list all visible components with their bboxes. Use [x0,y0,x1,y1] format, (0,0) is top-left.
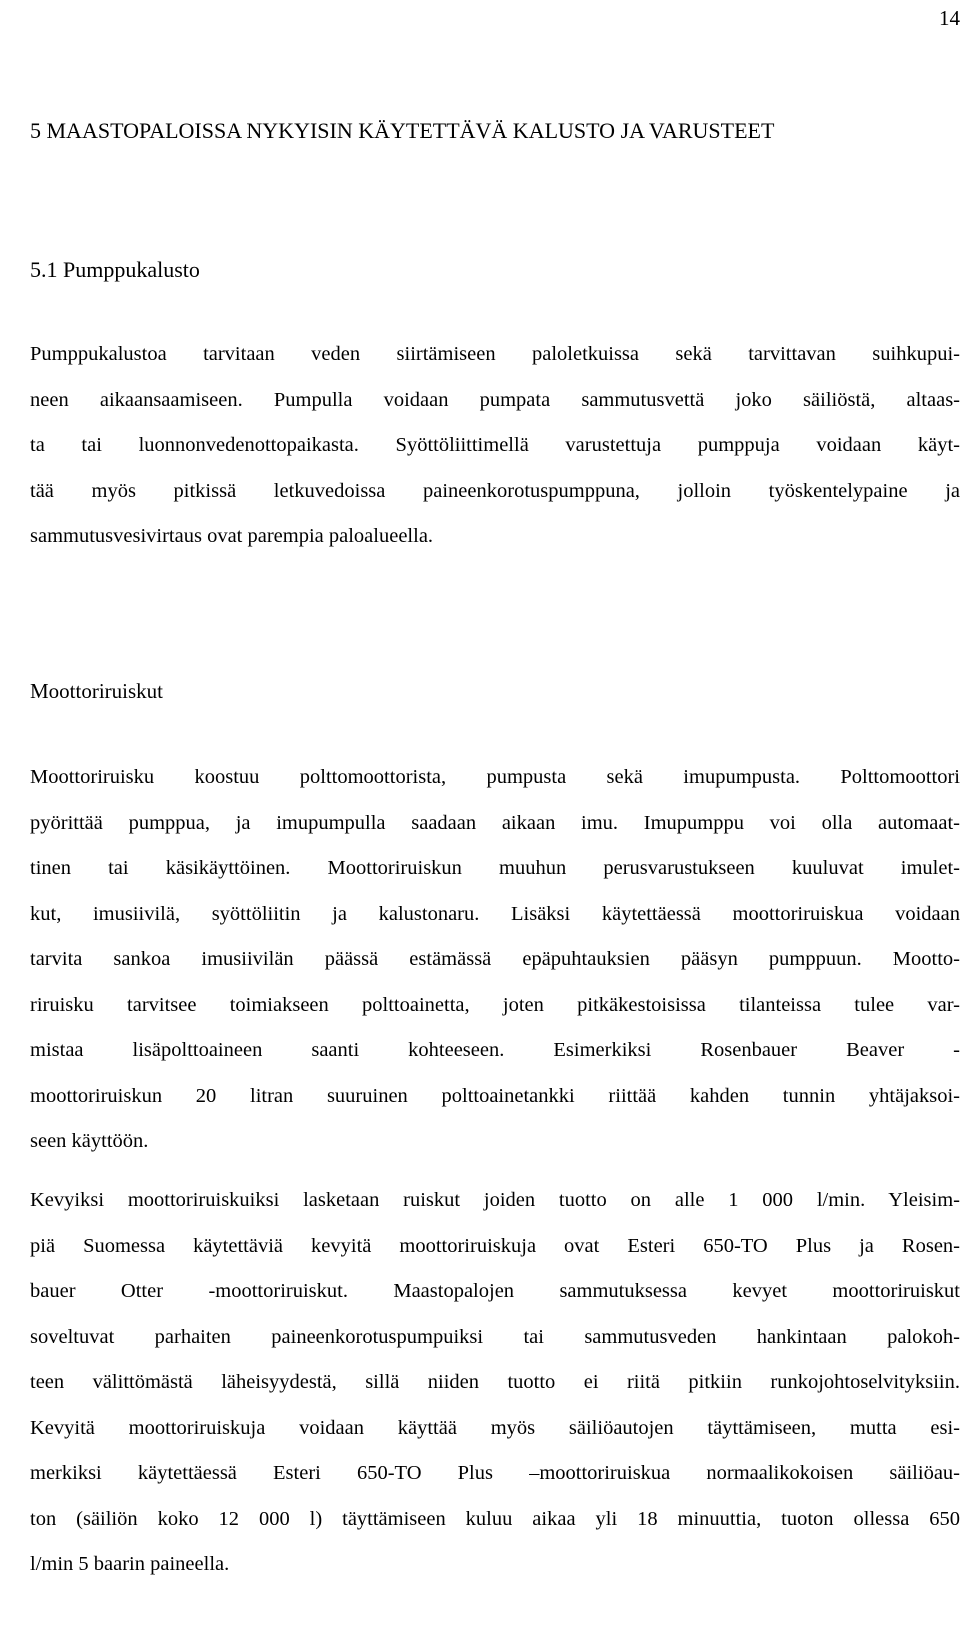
paragraph-pumppukalusto [30,332,960,560]
paragraph-line: sammutusvesivirtaus ovat parempia paloalueella. [30,525,434,547]
paragraph-line: soveltuvat parhaiten paineenkorotuspumpuiksi tai sammutusveden hankintaan palokoh- [30,1325,960,1348]
subsection-heading: Moottoriruiskut [30,679,164,703]
page-number: 14 [939,6,960,30]
paragraph-line: ta tai luonnonvedenottopaikasta. Syöttöliittimellä varustettuja pumppuja voidaan käyt- [30,434,960,456]
paragraph-line: moottoriruiskun 20 litran suuruinen polttoainetankki riittää kahden tunnin yhtäjaksoi- [30,1084,960,1107]
paragraph-moottoriruisku [30,755,960,1165]
paragraph-line: kut, imusiivilä, syöttöliitin ja kalustonaru. Lisäksi käytettäessä moottoriruiskua voidaan [30,902,960,925]
chapter-heading: 5 MAASTOPALOISSA NYKYISIN KÄYTETTÄVÄ KALUSTO JA VARUSTEET [30,118,775,143]
section-heading: 5.1 Pumppukalusto [30,257,200,282]
paragraph-line: ton (säiliön koko 12 000 l) täyttämiseen kuluu aikaa yli 18 minuuttia, tuoton ollessa 650 [30,1507,960,1530]
paragraph-kevyet-moottoriruiskut [30,1178,960,1588]
paragraph-line: Kevyiksi moottoriruiskuiksi lasketaan ruiskut joiden tuotto on alle 1 000 l/min. Yleisim- [30,1189,960,1211]
paragraph-line: riruisku tarvitsee toimiakseen polttoainetta, joten pitkäkestoisissa tilanteissa tulee var- [30,993,960,1016]
paragraph-line: teen välittömästä läheisyydestä, sillä niiden tuotto ei riitä pitkiin runkojohtoselvityksiin. [30,1371,960,1393]
paragraph-line: mistaa lisäpolttoaineen saanti kohteeseen. Esimerkiksi Rosenbauer Beaver - [30,1039,960,1061]
paragraph-line: Kevyitä moottoriruiskuja voidaan käyttää myös säiliöautojen täyttämiseen, mutta esi- [30,1416,960,1439]
paragraph-line: Moottoriruisku koostuu polttomoottorista, pumpusta sekä imupumpusta. Polttomoottori [30,766,960,788]
paragraph-line: neen aikaansaamiseen. Pumpulla voidaan pumpata sammutusvettä joko säiliöstä, altaas- [30,388,960,411]
paragraph-line: tinen tai käsikäyttöinen. Moottoriruiskun muuhun perusvarustukseen kuuluvat imulet- [30,857,960,879]
paragraph-line: piä Suomessa käytettäviä kevyitä moottoriruiskuja ovat Esteri 650-TO Plus ja Rosen- [30,1234,960,1257]
paragraph-line: merkiksi käytettäessä Esteri 650-TO Plus –moottoriruiskua normaalikokoisen säiliöau- [30,1462,960,1484]
paragraph-line: tarvita sankoa imusiivilän päässä estämässä epäpuhtauksien pääsyn pumppuun. Mootto- [30,948,960,970]
paragraph-line: l/min 5 baarin paineella. [30,1553,230,1575]
paragraph-line: tää myös pitkissä letkuvedoissa paineenkorotuspumppuna, jolloin työskentelypaine ja [30,479,960,502]
paragraph-line: pyörittää pumppua, ja imupumpulla saadaan aikaan imu. Imupumppu voi olla automaat- [30,811,960,834]
paragraph-line: seen käyttöön. [30,1130,149,1152]
paragraph-line: bauer Otter -moottoriruiskut. Maastopalojen sammutuksessa kevyet moottoriruiskut [30,1280,960,1302]
paragraph-line: Pumppukalustoa tarvitaan veden siirtämiseen paloletkuissa sekä tarvittavan suihkupui- [30,343,960,365]
